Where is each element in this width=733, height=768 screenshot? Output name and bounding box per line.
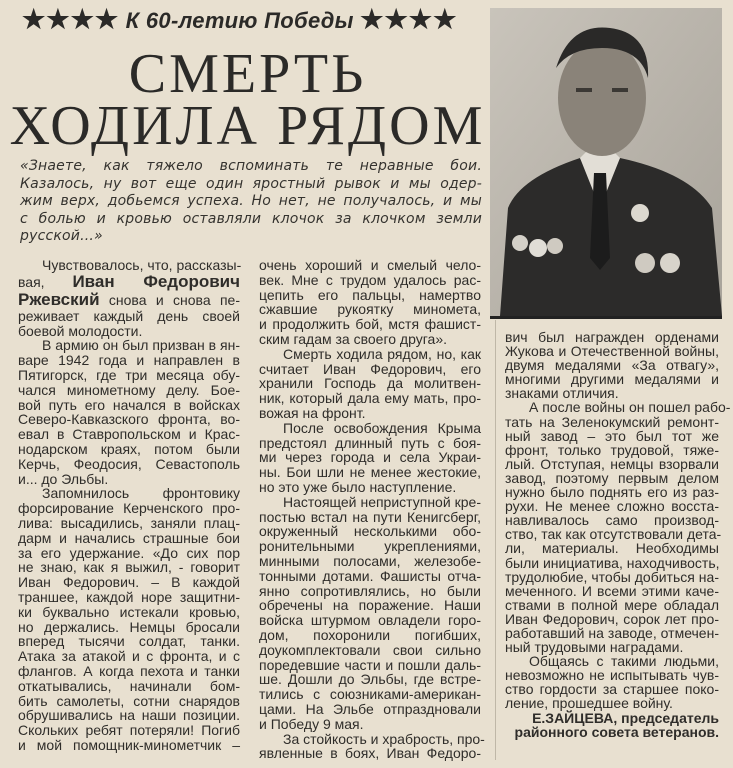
quote-line: русской...» bbox=[20, 228, 103, 244]
article-line: век. Мне с трудом удалось рас- bbox=[259, 271, 481, 288]
article-line: лива: высадились, заняли плац- bbox=[18, 514, 240, 531]
article-line: явленные в боях, Иван Федоро- bbox=[259, 745, 481, 762]
article-line: янно сопротивлялись, но были bbox=[259, 582, 481, 599]
article-line: рухи. Не менее сложно восста- bbox=[505, 498, 719, 515]
rubric-text: К 60-летию Победы bbox=[125, 8, 354, 33]
article-column-2 bbox=[259, 257, 485, 762]
article-line: считает Иван Федорович, его bbox=[259, 360, 481, 377]
article-line: ствами в полной мере обладал bbox=[505, 596, 719, 613]
article-line: А после войны он пошел рабо- bbox=[529, 399, 731, 416]
article-line: фронт, только трудовой, тяже- bbox=[505, 441, 719, 458]
author-signature: Е.ЗАЙЦЕВА, председатель bbox=[532, 709, 719, 726]
article-line: тились с союзниками-американ- bbox=[259, 686, 481, 703]
article-line: чался минометному делу. Бое- bbox=[18, 381, 240, 398]
article-line: ный завод – это был тот же bbox=[505, 427, 719, 444]
article-line: Смерть ходила рядом, но, как bbox=[283, 345, 481, 362]
article-line: флангов. А когда пехота и танки bbox=[18, 662, 240, 679]
article-line: нодарском краях, потом были bbox=[18, 440, 240, 457]
article-line: ше. Дошли до Эльбы, где встре- bbox=[259, 671, 481, 688]
article-line: за его удержание. «До сих пор bbox=[18, 544, 240, 561]
article-line: ки буквально истекали кровью, bbox=[18, 603, 240, 620]
article-line: ронительными укреплениями, bbox=[259, 538, 481, 555]
article-line: Северо-Кавказского фронта, во- bbox=[18, 411, 240, 428]
article-line: знаками отличия. bbox=[505, 385, 619, 402]
quote-line: с болью и кровью оставляли клочок за клочком земли bbox=[20, 210, 482, 227]
article-line: Скольких ребят потеряли! Погиб bbox=[18, 722, 240, 739]
article-line: За стойкость и храбрость, про- bbox=[283, 730, 485, 747]
article-line: Пятигорск, где три месяца обу- bbox=[18, 366, 240, 383]
rubric-header bbox=[22, 4, 457, 35]
article-line: Иван Федорович. – В каждой bbox=[18, 574, 240, 591]
headline-line-2: ХОДИЛА РЯДОМ bbox=[9, 95, 486, 157]
article-line: тонными дотами. Фашисты отча- bbox=[259, 567, 481, 584]
article-line: Чувствовалось, что, рассказы- bbox=[42, 257, 242, 273]
article-line: Настоящей неприступной кре- bbox=[283, 493, 481, 510]
article-line: ление, прошедшее войну. bbox=[505, 695, 673, 712]
veteran-portrait-image bbox=[490, 8, 722, 316]
article-line: обрушивались на наши позиции. bbox=[18, 707, 240, 724]
article-line: окруженный несколькими обо- bbox=[259, 523, 481, 540]
article-line: бить самолеты, сотни снарядов bbox=[18, 692, 240, 709]
article-line bbox=[18, 273, 240, 291]
article-line: и продолжить бой, мстя фашист- bbox=[259, 316, 481, 333]
headline-line-1: СМЕРТЬ bbox=[128, 43, 367, 105]
article-line: дарм и начались страшные бои bbox=[18, 529, 240, 546]
article-line: цепить его пальцы, намертво bbox=[259, 286, 481, 303]
article-column-1 bbox=[18, 258, 240, 753]
article-line: Запомнилось фронтовику bbox=[42, 485, 240, 502]
stars-left: ★★★★ bbox=[22, 4, 120, 34]
article-line: постью встал на пути Кенигсберг, bbox=[259, 508, 481, 525]
article-line: варе 1942 года и направлен в bbox=[18, 352, 240, 369]
article-line: вожая на фронт. bbox=[259, 404, 366, 421]
article-line: обречены на поражение. Наши bbox=[259, 597, 481, 614]
article-line: дом, похоронили погибших, bbox=[259, 626, 481, 643]
article-line: Общаясь с такими людьми, bbox=[529, 653, 719, 670]
article-line: форсирование Керченского про- bbox=[18, 500, 240, 517]
article-line: евал в Ставропольском и Крас- bbox=[18, 426, 240, 443]
article-line: ны. Бои шли не менее жестокие, bbox=[259, 464, 481, 481]
article-line: но это уже было наступление. bbox=[259, 478, 457, 495]
article-line: работавший на заводе, отмечен- bbox=[505, 624, 719, 641]
article-line: В армию он был призван в ян- bbox=[42, 337, 240, 354]
article-line: поредевшие части и пошли даль- bbox=[259, 656, 481, 673]
article-line: После освобождения Крыма bbox=[283, 419, 481, 436]
hero-name: Иван Федорович bbox=[72, 271, 240, 291]
article-line: вой путь его начался в войсках bbox=[18, 396, 240, 413]
article-line: хранили Господь да молитвен- bbox=[259, 375, 481, 392]
article-line: были инициатива, находчивость, bbox=[505, 554, 720, 571]
quote-line: Казалось, ну вот еще один яростный рывок и мы одер- bbox=[20, 175, 482, 192]
article-line: цами. На Эльбе отпраздновали bbox=[259, 700, 481, 717]
article-line: ник, который дала ему мать, про- bbox=[259, 390, 481, 407]
article-line: Жукова и Отечественной войны, bbox=[505, 343, 719, 360]
article-line: навливалось само производ- bbox=[505, 512, 719, 529]
article-line: и... до Эльбы. bbox=[18, 470, 109, 487]
hero-surname: Ржевский bbox=[18, 289, 100, 309]
article-line: невозможно не испытывать чув- bbox=[505, 667, 719, 684]
article-line: многими другими медалями и bbox=[505, 371, 719, 388]
article-text: вая, bbox=[18, 273, 45, 290]
article-line bbox=[18, 291, 240, 309]
article-line: траншее, каждой норе защитни- bbox=[18, 588, 240, 605]
article-text: снова и снова пе- bbox=[108, 291, 241, 308]
article-line: ми через города и села Украи- bbox=[259, 449, 481, 466]
article-line: вперед тысячи солдат, танки. bbox=[18, 633, 240, 650]
article-line: не знаю, как я выжил, - говорит bbox=[18, 559, 240, 576]
article-column-3 bbox=[505, 329, 731, 740]
article-line: меченного. И всеми этими каче- bbox=[505, 582, 719, 599]
quote-line: жим верх, добьемся успеха. Но нет, не получалось, и мы bbox=[20, 193, 482, 209]
article-line: тать на Зеленокумский ремонт- bbox=[505, 413, 719, 430]
article-line: реживает каждый день своей bbox=[18, 307, 240, 324]
article-line: боевой молодости. bbox=[18, 322, 143, 339]
author-title: районного совета ветеранов. bbox=[514, 723, 719, 740]
column-divider bbox=[495, 320, 496, 760]
article-line: откатывались, начинали бом- bbox=[18, 677, 240, 694]
article-line: лый. Отступая, немцы взорвали bbox=[505, 455, 719, 472]
article-line: и Победу 9 мая. bbox=[259, 715, 364, 732]
article-line: войска штурмом овладели горо- bbox=[259, 612, 481, 629]
article-line: доукомплектовали свои сильно bbox=[259, 641, 481, 658]
lead-quote bbox=[20, 158, 482, 246]
article-line: трудолюбие, чтобы добиться на- bbox=[505, 568, 719, 585]
article-line: предстоял длинный путь с боя- bbox=[259, 434, 481, 451]
article-line: Керчь, Феодосия, Севастополь bbox=[18, 455, 240, 472]
article-line: нужно было поднять его из раз- bbox=[505, 484, 719, 501]
article-line: двумя медалями «За отвагу», bbox=[505, 357, 719, 374]
article-line: и мой помощник-минометчик – bbox=[18, 736, 240, 753]
stars-right: ★★★★ bbox=[360, 4, 458, 34]
article-line: ство гордости за старшее поко- bbox=[505, 681, 719, 698]
portrait-photo bbox=[490, 8, 722, 319]
article-line: ство, так как отсутствовали дета- bbox=[505, 526, 722, 543]
article-line: ли, материалы. Необходимы bbox=[505, 540, 719, 557]
article-line: ный трудовыми наградами. bbox=[505, 639, 684, 656]
article-line: Иван Федорович, сорок лет про- bbox=[505, 610, 719, 627]
article-line: минными полосами, железобе- bbox=[259, 552, 481, 569]
article-line: завод, поэтому первым делом bbox=[505, 469, 719, 486]
article-line: вич был награжден орденами bbox=[505, 329, 719, 345]
article-line: очень хороший и смелый чело- bbox=[259, 257, 481, 273]
article-line: ским гадам за своего друга». bbox=[259, 330, 447, 347]
article-line: Атака за атакой и с фронта, и с bbox=[18, 648, 240, 665]
quote-line: «Знаете, как тяжело вспоминать те неравные бои. bbox=[20, 158, 482, 174]
article-line: сжавшие рукоятку миномета, bbox=[259, 301, 481, 318]
article-line: но держались. Немцы бросали bbox=[18, 618, 240, 635]
